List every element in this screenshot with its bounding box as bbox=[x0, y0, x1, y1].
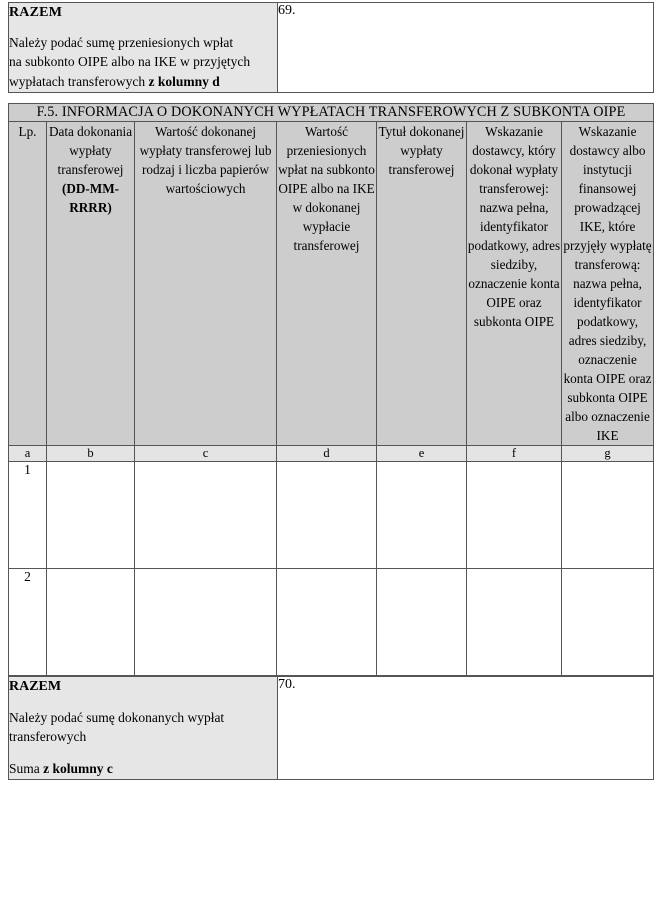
razem-bottom-label-cell bbox=[9, 676, 278, 779]
row-cell-e[interactable] bbox=[377, 461, 467, 568]
row-cell-b[interactable] bbox=[47, 461, 135, 568]
razem-top-table bbox=[8, 2, 654, 93]
razem-bottom-value-cell[interactable] bbox=[278, 676, 654, 779]
razem-top-row bbox=[9, 3, 654, 93]
razem-top-field-number: 69. bbox=[278, 3, 296, 18]
row-cell-g[interactable] bbox=[562, 568, 654, 675]
column-header-row bbox=[9, 121, 654, 445]
header-wartosc-przeniesionych: Wartość przeniesionych wpłat na subkonto OIPE albo na IKE w dokonanej wypłacie transferowej bbox=[277, 121, 377, 445]
row-index: 2 bbox=[9, 568, 47, 675]
row-index: 1 bbox=[9, 461, 47, 568]
razem-top-desc-line1: Należy podać sumę przeniesionych wpłat bbox=[9, 34, 234, 50]
column-letter-f: f bbox=[467, 445, 562, 461]
razem-top-desc-line3: wypłatach transferowych bbox=[9, 74, 149, 89]
razem-bottom-table bbox=[8, 676, 654, 780]
razem-top-description bbox=[9, 33, 277, 92]
subkonto-oipe-table bbox=[8, 103, 654, 676]
razem-top-value-cell[interactable] bbox=[278, 3, 654, 93]
razem-bottom-description bbox=[9, 708, 277, 747]
razem-bottom-field-number: 70. bbox=[278, 676, 296, 692]
column-letter-b: b bbox=[47, 445, 135, 461]
row-cell-d[interactable] bbox=[277, 461, 377, 568]
column-letter-e: e bbox=[377, 445, 467, 461]
table-row bbox=[9, 461, 654, 568]
form-page bbox=[0, 2, 660, 922]
header-wskazanie-dostawcy-przyjmujacego: Wskazanie dostawcy albo instytucji finansowej prowadzącej IKE, które przyjęły wypłatę transferową: nazwa pełna, identyfikator podatkowy, adres siedziby, oznaczenie konta OIPE oraz subkonta OIPE albo oznaczenie IKE bbox=[562, 121, 654, 445]
razem-top-label-cell bbox=[9, 3, 278, 93]
table-row bbox=[9, 568, 654, 675]
razem-bottom-desc-line1: Należy podać sumę dokonanych wypłat bbox=[9, 709, 225, 725]
header-data-wyplaty-format: (DD-MM-RRRR) bbox=[61, 180, 120, 215]
header-tytul: Tytuł dokonanej wypłaty transferowej bbox=[377, 121, 467, 445]
row-cell-c[interactable] bbox=[135, 568, 277, 675]
razem-top-desc-line2: na subkonto OIPE albo na IKE w przyjętych bbox=[9, 54, 251, 70]
column-letter-a: a bbox=[9, 445, 47, 461]
section-title: F.5. INFORMACJA O DOKONANYCH WYPŁATACH TRANSFEROWYCH Z SUBKONTA OIPE bbox=[9, 103, 654, 121]
razem-top-desc-bold: z kolumny d bbox=[148, 74, 220, 89]
row-cell-f[interactable] bbox=[467, 568, 562, 675]
row-cell-d[interactable] bbox=[277, 568, 377, 675]
razem-bottom-row bbox=[9, 676, 654, 779]
column-letter-d: d bbox=[277, 445, 377, 461]
column-letter-c: c bbox=[135, 445, 277, 461]
column-letter-g: g bbox=[562, 445, 654, 461]
row-cell-b[interactable] bbox=[47, 568, 135, 675]
razem-bottom-title: RAZEM bbox=[9, 678, 62, 694]
header-wskazanie-dostawcy-wyplacajacego: Wskazanie dostawcy, który dokonał wypłaty transferowej: nazwa pełna, identyfikator podatkowy, adres siedziby, oznaczenie konta OIPE oraz subkonta OIPE bbox=[467, 121, 562, 445]
row-cell-e[interactable] bbox=[377, 568, 467, 675]
row-cell-c[interactable] bbox=[135, 461, 277, 568]
razem-bottom-sum-bold: z kolumny c bbox=[43, 760, 113, 776]
header-wartosc-dokonanej: Wartość dokonanej wypłaty transferowej lub rodzaj i liczba papierów wartościowych bbox=[135, 121, 277, 445]
column-letter-row bbox=[9, 445, 654, 461]
razem-top-title: RAZEM bbox=[9, 5, 63, 20]
row-cell-f[interactable] bbox=[467, 461, 562, 568]
header-data-wyplaty-main: Data dokonania wypłaty transferowej bbox=[48, 123, 133, 177]
row-cell-g[interactable] bbox=[562, 461, 654, 568]
razem-bottom-sum-prefix: Suma bbox=[9, 760, 44, 776]
header-lp: Lp. bbox=[9, 121, 47, 445]
razem-bottom-desc-line2: transferowych bbox=[9, 729, 87, 745]
header-data-wyplaty bbox=[47, 121, 135, 445]
section-title-row bbox=[9, 103, 654, 121]
razem-bottom-sum bbox=[9, 759, 277, 779]
